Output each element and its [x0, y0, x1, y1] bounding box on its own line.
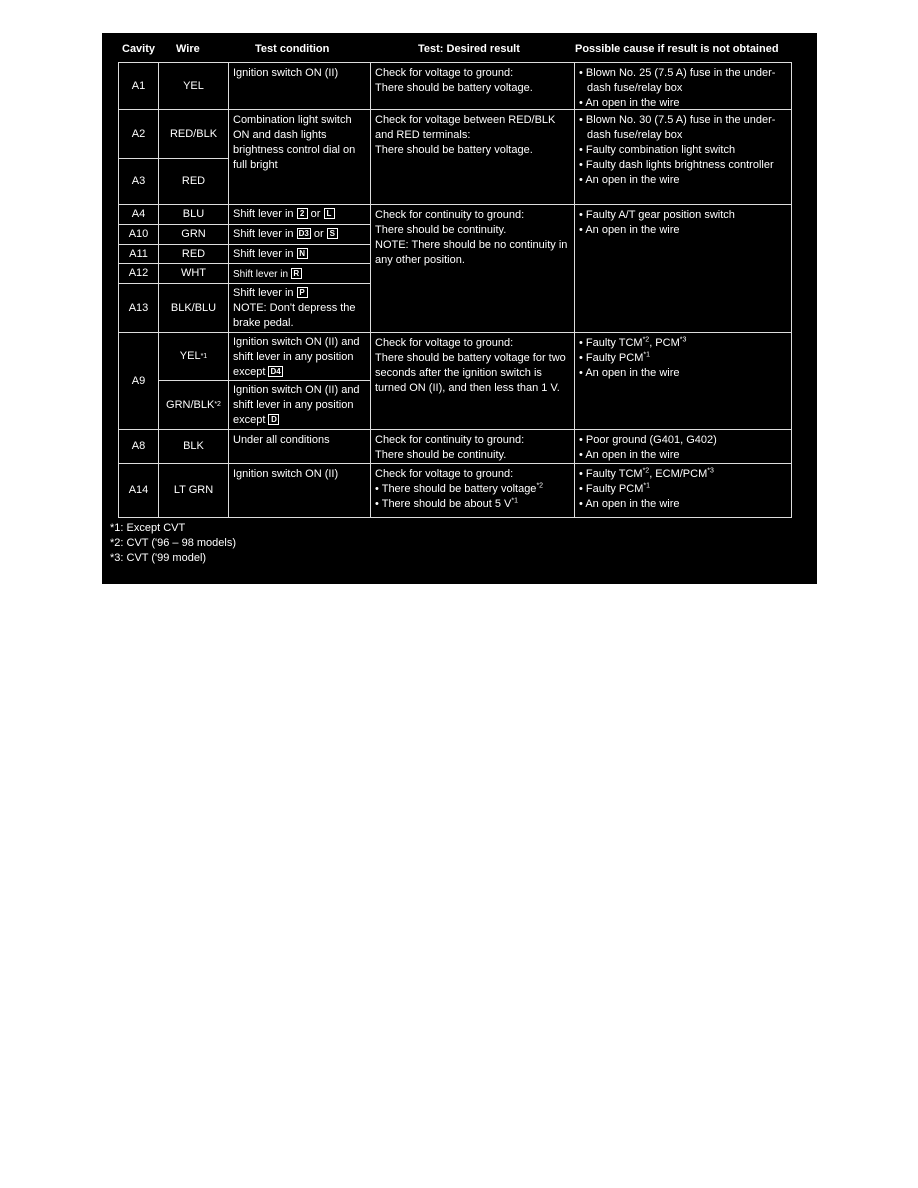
- cell-a12-wire: WHT: [158, 263, 229, 284]
- a9-cause-item: • Faulty TCM$^{*2}$, PCM$^{*3}$: [579, 336, 687, 349]
- a9-result-line-1: Check for voltage to ground:: [375, 337, 514, 349]
- a8-cause-item: • Poor ground (G401, G402): [579, 434, 717, 446]
- cell-a8-cause: [574, 429, 792, 464]
- cell-a8-cavity: A8: [118, 429, 159, 464]
- cell-a12-condition: Shift lever in R: [228, 263, 371, 284]
- a1-cause-item: • An open in the wire: [579, 97, 680, 109]
- shift-cause-item: • An open in the wire: [579, 224, 680, 236]
- a14-cause-item: • Faulty PCM$^{*1}$: [579, 482, 651, 495]
- cell-a14-wire: LT GRN: [158, 463, 229, 518]
- a2-cause-item: • Faulty dash lights brightness controller: [579, 159, 774, 171]
- a8-cause-item: • An open in the wire: [579, 449, 680, 461]
- cell-a1-cavity: A1: [118, 62, 159, 110]
- cell-a14-condition: Ignition switch ON (II): [228, 463, 371, 518]
- a14-result-item: • There should be battery voltage$^{*2}$: [375, 482, 544, 495]
- shift-result-note: NOTE: There should be no continuity in any other position.: [375, 239, 568, 266]
- cell-shift-cause: [574, 204, 792, 333]
- header-cavity: Cavity: [122, 43, 156, 55]
- a13-note: NOTE: Don't depress the brake pedal.: [233, 302, 356, 329]
- a2-cause-item: • Faulty combination light switch: [579, 144, 736, 156]
- cell-a11-condition: Shift lever in N: [228, 244, 371, 264]
- cell-a14-cause: [574, 463, 792, 518]
- a2-result-line-1: Check for voltage between RED/BLK and RED terminals:: [375, 114, 556, 141]
- shift-position-r-icon: R: [291, 268, 302, 279]
- a14-cause-item: • Faulty TCM$^{*2}$, ECM/PCM$^{*3}$: [579, 467, 714, 480]
- header-possible-cause: Possible cause if result is not obtained: [575, 43, 779, 55]
- shift-position-d3-icon: D3: [298, 229, 309, 238]
- a9-cause-item: • An open in the wire: [579, 367, 680, 379]
- wiring-test-table-panel: [102, 33, 817, 584]
- cell-a9-condition-2: Ignition switch ON (II) and shift lever in any position except D: [228, 380, 371, 430]
- cell-a4-wire: BLU: [158, 204, 229, 225]
- a1-result-line-2: There should be battery voltage.: [375, 82, 533, 94]
- cell-a10-cavity: A10: [118, 224, 159, 245]
- cell-a9-wire-2: GRN/BLK *2: [158, 380, 229, 430]
- a1-result-line-1: Check for voltage to ground:: [375, 67, 514, 79]
- a2-result-line-2: There should be battery voltage.: [375, 144, 533, 156]
- cell-a9-cause: [574, 332, 792, 430]
- cell-a9-result: [370, 332, 575, 430]
- a9-cause-item: • Faulty PCM$^{*1}$: [579, 351, 651, 364]
- cell-a14-cavity: A14: [118, 463, 159, 518]
- shift-position-2-icon: 2: [297, 208, 308, 219]
- shift-result-line-1: Check for continuity to ground:: [375, 209, 525, 221]
- cell-a9-condition-1: Ignition switch ON (II) and shift lever in any position except D4: [228, 332, 371, 381]
- cell-a13-condition: Shift lever in P NOTE: Don't depress the brake pedal.: [228, 283, 371, 333]
- cell-a2-wire: RED/BLK: [158, 109, 229, 159]
- cell-a2-a3-result: [370, 109, 575, 205]
- cell-a13-wire: BLK/BLU: [158, 283, 229, 333]
- a14-cause-item: • An open in the wire: [579, 498, 680, 510]
- shift-cause-item: • Faulty A/T gear position switch: [579, 209, 735, 221]
- shift-position-l-icon: L: [324, 208, 335, 219]
- shift-position-d-icon: D: [268, 414, 279, 425]
- shift-position-s-icon: S: [327, 228, 338, 239]
- shift-position-p-icon: P: [297, 287, 308, 298]
- a8-result-line-2: There should be continuity.: [375, 449, 507, 461]
- footnote-3: *3: CVT ('99 model): [110, 552, 207, 564]
- footnote-2: *2: CVT ('96 – 98 models): [110, 537, 237, 549]
- cell-a8-result: [370, 429, 575, 464]
- cell-a4-cavity: A4: [118, 204, 159, 225]
- a2-cause-item: • An open in the wire: [579, 174, 680, 186]
- cell-a2-a3-condition: Combination light switch ON and dash lights brightness control dial on full bright: [228, 109, 371, 205]
- a2-cause-item: • Blown No. 30 (7.5 A) fuse in the under-dash fuse/relay box: [579, 114, 776, 141]
- cell-a10-wire: GRN: [158, 224, 229, 245]
- shift-result-line-2: There should be continuity.: [375, 224, 507, 236]
- cell-a2-a3-cause: [574, 109, 792, 205]
- cell-a3-cavity: A3: [118, 158, 159, 205]
- cell-a1-cause: [574, 62, 792, 110]
- cell-a3-wire: RED: [158, 158, 229, 205]
- cell-a13-cavity: A13: [118, 283, 159, 333]
- cell-shift-result: [370, 204, 575, 333]
- cell-a12-cavity: A12: [118, 263, 159, 284]
- cell-a11-cavity: A11: [118, 244, 159, 264]
- cell-a1-result: [370, 62, 575, 110]
- header-wire: Wire: [176, 43, 200, 55]
- cell-a9-cavity: A9: [118, 332, 159, 430]
- cell-a8-wire: BLK: [158, 429, 229, 464]
- cell-a14-result: [370, 463, 575, 518]
- cell-a1-condition: Ignition switch ON (II): [228, 62, 371, 110]
- a1-cause-item: • Blown No. 25 (7.5 A) fuse in the under-dash fuse/relay box: [579, 67, 776, 94]
- header-test-condition: Test condition: [255, 43, 330, 55]
- cell-a4-condition: Shift lever in 2 or L: [228, 204, 371, 225]
- cell-a11-wire: RED: [158, 244, 229, 264]
- shift-position-d4-icon: D4: [270, 367, 281, 376]
- a14-result-item: • There should be about 5 $V^{*1}$: [375, 497, 518, 510]
- header-desired-result: Test: Desired result: [418, 43, 520, 55]
- a8-result-line-1: Check for continuity to ground:: [375, 434, 525, 446]
- cell-a9-wire-1: YEL *1: [158, 332, 229, 381]
- footnote-1: *1: Except CVT: [110, 522, 186, 534]
- shift-position-n-icon: N: [297, 248, 308, 259]
- a9-result-line-2: There should be battery voltage for two seconds after the ignition switch is turned ON (II), and then less than 1 V.: [375, 352, 566, 394]
- cell-a8-condition: Under all conditions: [228, 429, 371, 464]
- a14-result-line-1: Check for voltage to ground:: [375, 468, 514, 480]
- cell-a1-wire: YEL: [158, 62, 229, 110]
- cell-a2-cavity: A2: [118, 109, 159, 159]
- cell-a10-condition: Shift lever in D3 or S: [228, 224, 371, 245]
